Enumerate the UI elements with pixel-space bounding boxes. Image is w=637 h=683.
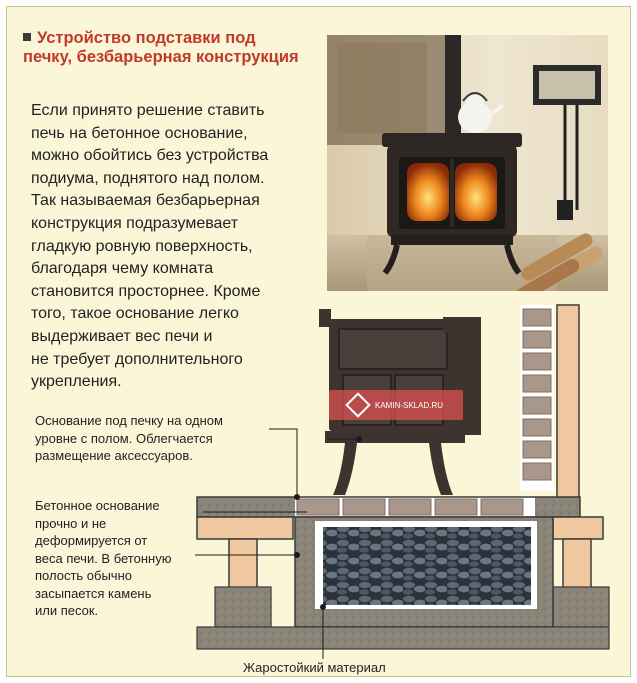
label-line: уровне с полом. Облегчается bbox=[35, 430, 213, 446]
brick-column bbox=[520, 305, 554, 491]
body-line: не требует дополнительного bbox=[31, 350, 243, 368]
body-line: Так называемая безбарьерная bbox=[31, 192, 260, 210]
watermark bbox=[329, 390, 463, 420]
floor-slab bbox=[197, 497, 580, 517]
body-line: Если принято решение ставить bbox=[31, 102, 265, 119]
label-line: засыпается камень bbox=[35, 585, 152, 601]
footing bbox=[553, 587, 609, 627]
label-line: Основание под печку на одном bbox=[35, 413, 223, 428]
body-line: выдерживает вес печи и bbox=[31, 327, 213, 345]
concrete-base bbox=[295, 517, 553, 627]
body-line: благодаря чему комната bbox=[31, 260, 214, 278]
label-fireproof: Жаростойкий материал bbox=[243, 660, 386, 675]
infographic-panel bbox=[6, 6, 631, 677]
heading-text: Устройство подставки под печку, безбарьерная конструкция bbox=[23, 29, 299, 66]
footing bbox=[215, 587, 271, 627]
label-line: прочно и не bbox=[35, 515, 107, 531]
label-line: или песок. bbox=[35, 603, 99, 618]
post bbox=[229, 539, 257, 589]
ground bbox=[197, 627, 609, 649]
post bbox=[563, 539, 591, 589]
floor-joist bbox=[553, 517, 603, 539]
body-line: того, такое основание легко bbox=[31, 305, 239, 323]
house-logo-icon bbox=[345, 392, 370, 417]
body-line: можно обойтись без устройства bbox=[31, 147, 269, 165]
body-line: печь на бетонное основание, bbox=[31, 124, 248, 142]
label-line: веса печи. В бетонную bbox=[35, 550, 172, 566]
label-line: деформируется от bbox=[35, 533, 148, 548]
label-concrete-base bbox=[35, 497, 195, 620]
label-line: размещение аксессуаров. bbox=[35, 448, 193, 463]
label-line: Бетонное основание bbox=[35, 498, 160, 513]
body-line: подиума, поднятого над полом. bbox=[31, 169, 265, 187]
body-line: конструкция подразумевает bbox=[31, 214, 239, 232]
floor-joist bbox=[197, 517, 293, 539]
body-line: становится просторнее. Кроме bbox=[31, 282, 261, 300]
label-floor-level bbox=[35, 412, 265, 465]
wall-beam bbox=[557, 305, 579, 505]
watermark-text: KAMIN-SKLAD.RU bbox=[374, 400, 443, 410]
label-line: полость обычно bbox=[35, 568, 132, 583]
body-line: гладкую ровную поверхность, bbox=[31, 237, 253, 255]
body-line: укрепления. bbox=[31, 373, 122, 391]
